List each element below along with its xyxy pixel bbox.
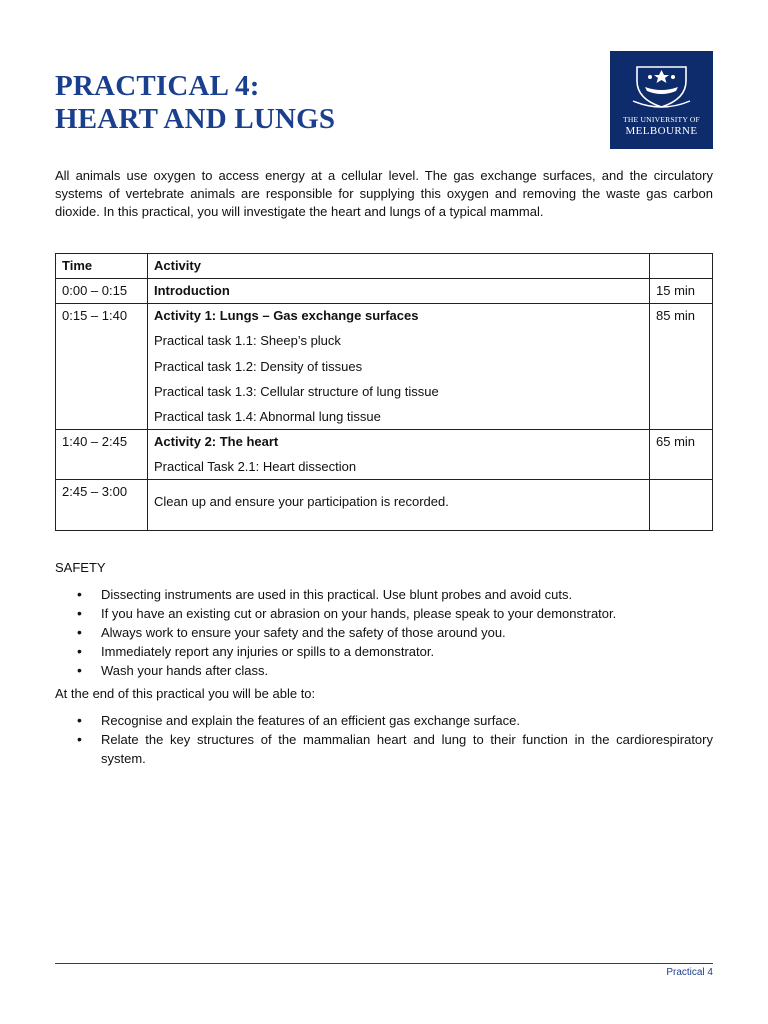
title-line-1: PRACTICAL 4: [55, 70, 260, 102]
duration-cell: 65 min [650, 430, 713, 480]
page-title [55, 70, 335, 136]
list-item: • Recognise and explain the features of an efficient gas exchange surface. [55, 711, 713, 730]
header-activity: Activity [148, 254, 650, 279]
list-item: • Immediately report any injuries or spills to a demonstrator. [55, 642, 713, 661]
footer-label: Practical 4 [666, 967, 713, 978]
duration-cell: 15 min [650, 279, 713, 304]
list-item: • Always work to ensure your safety and the safety of those around you. [55, 623, 713, 642]
activity-heading: Activity 2: The heart [154, 434, 279, 450]
activity-task: Practical Task 2.1: Heart dissection [154, 459, 357, 475]
time-cell: 0:00 – 0:15 [56, 279, 148, 304]
header-duration [650, 254, 713, 279]
activity-task: Practical task 1.2: Density of tissues [154, 358, 363, 374]
title-line-2: HEART AND LUNGS [55, 103, 336, 135]
activity-heading: Introduction [154, 283, 230, 298]
time-cell: 0:15 – 1:40 [56, 304, 148, 430]
footer-divider [55, 963, 713, 964]
university-logo [610, 51, 713, 149]
table-header-row [56, 254, 713, 279]
schedule-table [55, 253, 713, 531]
list-item: • Relate the key structures of the mammalian heart and lung to their function in the cardiorespiratory system. [55, 730, 713, 768]
logo-text-line-1: THE UNIVERSITY OF [623, 115, 700, 124]
table-row [56, 480, 713, 531]
activity-cell [148, 304, 650, 430]
activity-heading: Activity 1: Lungs – Gas exchange surfaces [154, 308, 419, 323]
table-row [56, 430, 713, 480]
activity-cell [148, 480, 650, 531]
duration-cell: 85 min [650, 304, 713, 430]
activity-cell [148, 430, 650, 480]
list-item: • Dissecting instruments are used in this practical. Use blunt probes and avoid cuts. [55, 585, 713, 604]
activity-task: Practical task 1.3: Cellular structure of lung tissue [154, 383, 439, 399]
list-item: • If you have an existing cut or abrasion on your hands, please speak to your demonstrator. [55, 604, 713, 623]
activity-task: Practical task 1.1: Sheep’s pluck [154, 333, 341, 349]
table-row [56, 304, 713, 430]
activity-cell [148, 279, 650, 304]
outcomes-heading: At the end of this practical you will be able to: [55, 686, 316, 701]
safety-list [55, 585, 713, 680]
crest-icon [631, 61, 692, 113]
duration-cell [650, 480, 713, 531]
activity-task: Clean up and ensure your participation is recorded. [154, 494, 449, 510]
intro-paragraph: All animals use oxygen to access energy at a cellular level. The gas exchange surfaces, and the circulatory systems of vertebrate animals are responsible for supplying this oxygen and removing the waste gas carbon dioxide. In this practical, you will investigate the heart and lungs of a typical mammal. [55, 168, 713, 219]
time-cell: 2:45 – 3:00 [56, 480, 148, 531]
safety-heading: SAFETY [55, 560, 106, 575]
activity-task: Practical task 1.4: Abnormal lung tissue [154, 409, 381, 425]
logo-text-line-2: MELBOURNE [625, 125, 698, 137]
header-time: Time [56, 254, 148, 279]
outcomes-list [55, 711, 713, 768]
time-cell: 1:40 – 2:45 [56, 430, 148, 480]
list-item: • Wash your hands after class. [55, 661, 713, 680]
table-row [56, 279, 713, 304]
